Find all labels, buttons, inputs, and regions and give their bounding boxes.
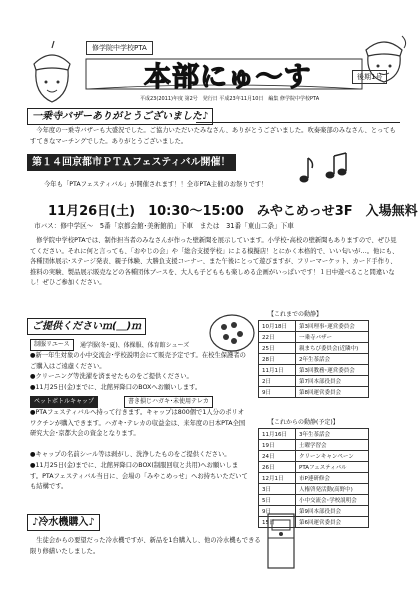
schedule-event: 第7回本部役員会 [296, 376, 369, 387]
schedule-date: 3日 [259, 484, 296, 495]
festival-intro: 今年も「PTAフェスティバル」が開催されます！！全市PTA主催のお祭りです！ [44, 181, 268, 188]
schedule-event: 一乗寺バザー [296, 332, 369, 343]
schedule-event: 3年生茶話会 [296, 429, 369, 440]
schedule-event: 親まちび委員会(近隣中) [296, 343, 369, 354]
bottle-cap-item-3: ●11月25日(金)までに、北館昇降口のBOX(制服回収と共用)へお願いします。PTAフェスティバル当日に、会場の「みやこめっせ」へお持ちいただいても結構です。 [30, 462, 248, 490]
schedule-event: 第3回教務･運営委員会 [296, 365, 369, 376]
schedule-date: 22日 [259, 332, 296, 343]
schedule-date: 15日 [259, 517, 296, 528]
schedule-date: 25日 [259, 343, 296, 354]
schedule-date: 11月16日 [259, 429, 296, 440]
table-row [259, 473, 369, 484]
schedule-event: 人権啓発活動(高野中) [296, 484, 369, 495]
table-row [259, 343, 369, 354]
future-schedule-table [258, 428, 369, 528]
bottle-cap-item-2: ●キャップの名前シール等は剥がし、洗浄したものをご提供ください。 [30, 451, 231, 458]
schedule-date: 28日 [259, 354, 296, 365]
bottle-cap-tag: ペットボトルキャップ [30, 396, 98, 408]
table-row [259, 321, 369, 332]
schedule-event: クリーンキャンペーン [296, 451, 369, 462]
bottle-cap-item-1: ●PTAフェスティバルへ持って行きます。キャップは800個で1人分のポリオワクチンが購入できます。ハガキ･テレカの収益金は、来年度の日本PTA全国研究大会･京都大会の資金となります。 [30, 409, 246, 437]
table-row [259, 440, 369, 451]
postcard-tag: 書き損じハガキ･未使用テレカ [124, 396, 213, 408]
section-bazaar-rule [196, 122, 400, 123]
schedule-event: 小中交流会･学校説明会 [296, 495, 369, 506]
table-row [259, 354, 369, 365]
schedule-event: 第6回運営委員会 [296, 517, 369, 528]
table-row [259, 451, 369, 462]
table-row [259, 484, 369, 495]
section-bazaar-title: 一乗寺バザーありがとうございました♪ [27, 108, 213, 125]
issue-number: 後期1号 [352, 70, 387, 84]
school-name: 修学院中学校PTA [86, 41, 153, 55]
festival-body: 修学院中学校PTAでは、制作担当者のみなさんが作った壁新聞を展示しています。小学校･高校の壁新聞もありますので、ぜひ見てください。それに何と言っても、「おやじの会」や「総合支援学校」による模擬店！とにかく本格的で、いい匂いが…。他にも、各種団体展示･ステージ発表、親子体験、大勝負支援コーナー、また午後にとって遊びますが、フリーマーケット、カード手作り、推料の実験、製品展示販売などの各種団体ブースを、大人も子どももも楽しめる企画がいっぱいです！１日中遊べること間違いなし！ぜひご参加ください。 [30, 237, 399, 286]
festival-access: 市バス：修中学区〜 5番「京都会館･美術館前」下車 または 31番「東山二条」下車 [34, 222, 294, 230]
acorn-illustration-left [24, 38, 80, 108]
schedule-date: 2日 [259, 376, 296, 387]
schedule-event: PTAフェスティバル [296, 462, 369, 473]
schedule-date: 24日 [259, 451, 296, 462]
festival-date-time: 11月26日(土) 10:30〜15:00 みやこめっせ3F 入場無料 [48, 204, 418, 219]
uniform-item-1: ●新一年生対象の小中交流会･学校説明会にて販売予定です。在校生保護者のご購入はご遠慮ください。 [30, 352, 246, 370]
section-bazaar-body: 今年度の一乗寺バザーも大盛況でした。ご協力いただいたみなさん、ありがとうございました。吹奏楽部のみなさん、とってもすてきなマーチングでした。ありがとうございました。 [30, 127, 396, 145]
uniform-reuse-note: 通学服(冬･夏)、体操服、体育館シューズ [80, 342, 190, 349]
schedule-event: 2年生茶話会 [296, 354, 369, 365]
table-row [259, 387, 369, 398]
title-banner [84, 53, 364, 93]
table-row [259, 429, 369, 440]
schedule-event: 土曜学習会 [296, 440, 369, 451]
table-row [259, 462, 369, 473]
newsletter-title: 本部にゅ〜す [144, 62, 312, 93]
schedule-date: 9日 [259, 387, 296, 398]
publication-info: 平成23(2011)年度 第2号 発行日 平成23年11月10日 編集 修学院中学校PTA [140, 96, 320, 102]
table-row [259, 376, 369, 387]
schedule-date: 11月1日 [259, 365, 296, 376]
schedule-event: 第3回理事･運営委員会 [296, 321, 369, 332]
table-row [259, 506, 369, 517]
uniform-item-3: ●11月25日(金)までに、北館昇降口のBOXへお願いします。 [30, 384, 202, 391]
donation-box-illustration [208, 312, 256, 354]
schedule-date: 12月1日 [259, 473, 296, 484]
schedule-date: 19日 [259, 440, 296, 451]
table-row [259, 517, 369, 528]
table-row [259, 332, 369, 343]
schedule-date: 9日 [259, 506, 296, 517]
schedule-event: 市P連研修会 [296, 473, 369, 484]
future-schedule-title: 【これからの動静(予定)】 [268, 419, 339, 426]
table-row [259, 365, 369, 376]
uniform-reuse-tag: 制服リユース [30, 339, 74, 351]
past-schedule-title: 【これまでの動静】 [268, 311, 323, 318]
section-donation-title: ご提供くださいｍ(＿)ｍ [27, 318, 146, 335]
past-schedule-table [258, 320, 369, 398]
water-cooler-body: 生徒会からの要望だった冷水機ですが、新品を1台購入し、他の冷水機もできる限り修繕いたしました。 [30, 537, 261, 555]
schedule-date: 26日 [259, 462, 296, 473]
section-festival-title: 第１４回京都市ＰＴＡフェスティバル開催！ [27, 154, 236, 171]
schedule-event: 第8回運営委員会 [296, 387, 369, 398]
schedule-date: 10月18日 [259, 321, 296, 332]
schedule-event: 第9回本部役員会 [296, 506, 369, 517]
section-water-cooler-title: ♪冷水機購入♪ [27, 514, 100, 531]
uniform-item-2: ●クリーニング等洗濯を済ませたものをご提供ください。 [30, 373, 193, 380]
schedule-date: 5日 [259, 495, 296, 506]
table-row [259, 495, 369, 506]
